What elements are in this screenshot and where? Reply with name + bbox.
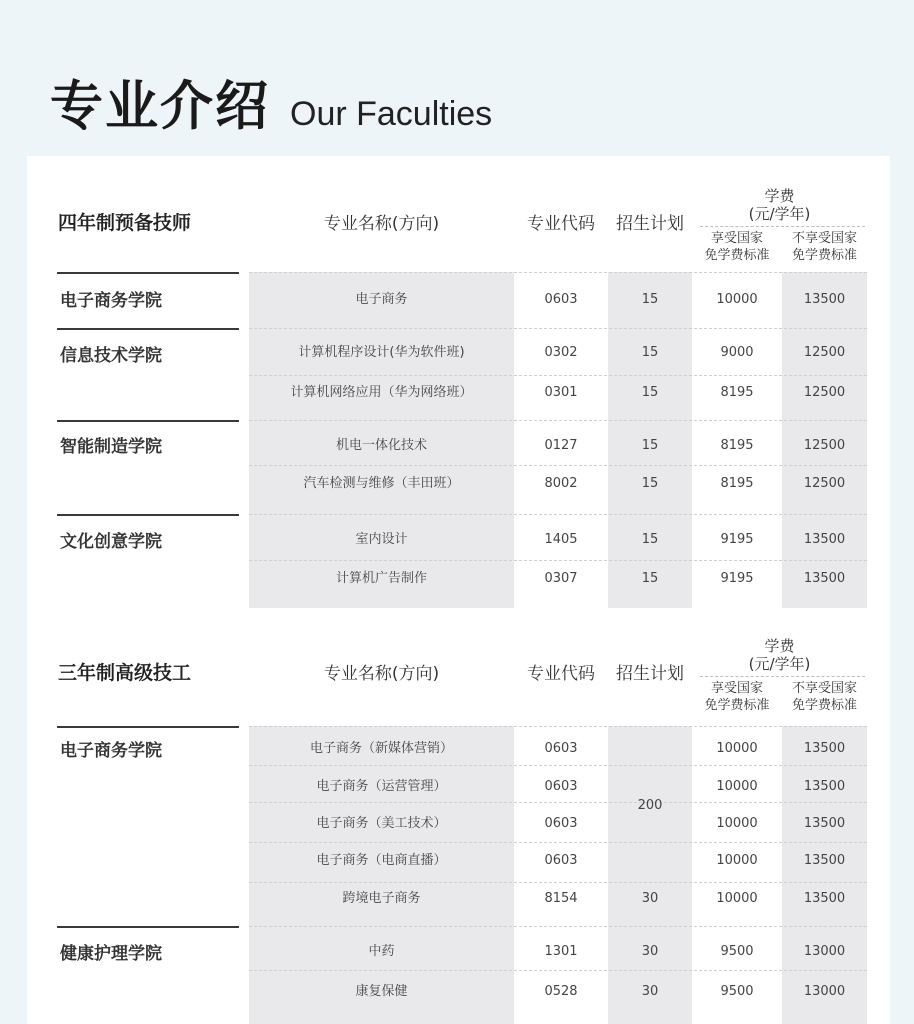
heading-en: Our Faculties <box>290 95 493 133</box>
college-divider <box>57 328 239 330</box>
major-name: 计算机网络应用（华为网络班） <box>290 385 473 400</box>
header-fee-top: 学费 <box>764 187 795 205</box>
fee-without-exemption: 13500 <box>803 891 846 906</box>
fee-with-exemption: 9500 <box>720 984 754 999</box>
major-code: 8154 <box>544 891 578 906</box>
major-code: 0603 <box>544 816 578 831</box>
enrollment-plan: 15 <box>641 438 659 453</box>
fee-with-exemption: 10000 <box>716 779 758 794</box>
major-name: 室内设计 <box>355 532 408 547</box>
header-code: 专业代码 <box>527 664 595 684</box>
fee-without-exemption: 12500 <box>803 476 846 491</box>
major-code: 0603 <box>544 292 578 307</box>
major-code: 0127 <box>544 438 578 453</box>
row-separator <box>249 726 867 727</box>
fee-without-exemption: 13000 <box>803 984 846 999</box>
major-code: 0307 <box>544 571 578 586</box>
header-fee-a-line2: 免学费标准 <box>704 248 770 263</box>
plan-column-band <box>608 726 692 1024</box>
row-separator <box>249 842 867 843</box>
major-code: 0301 <box>544 385 578 400</box>
header-name: 专业名称(方向) <box>323 664 440 684</box>
fee-without-exemption: 13500 <box>803 853 846 868</box>
major-code: 0528 <box>544 984 578 999</box>
header-fee-top: 学费 <box>764 637 795 655</box>
fee-with-exemption: 10000 <box>716 292 758 307</box>
college-name: 电子商务学院 <box>60 291 162 311</box>
header-code: 专业代码 <box>527 214 595 234</box>
enrollment-plan: 15 <box>641 385 659 400</box>
enrollment-plan: 30 <box>641 944 659 959</box>
major-name: 电子商务（电商直播） <box>316 853 447 868</box>
header-fee-unit: (元/学年) <box>748 205 811 223</box>
college-divider <box>57 514 239 516</box>
header-plan: 招生计划 <box>616 214 684 234</box>
row-separator <box>249 882 867 883</box>
college-divider <box>57 926 239 928</box>
header-fee-b-line1: 不享受国家 <box>791 231 857 246</box>
row-separator <box>249 514 867 515</box>
fee-with-exemption: 8195 <box>720 476 754 491</box>
major-code: 1405 <box>544 532 578 547</box>
fee-without-exemption: 13500 <box>803 571 846 586</box>
fee-without-exemption: 12500 <box>803 385 846 400</box>
fee-with-exemption: 8195 <box>720 385 754 400</box>
fee-without-exemption: 12500 <box>803 345 846 360</box>
header-fee-a-line2: 免学费标准 <box>704 698 770 713</box>
header-fee-unit: (元/学年) <box>748 655 811 673</box>
fee-without-exemption: 13500 <box>803 292 846 307</box>
major-code: 1301 <box>544 944 578 959</box>
fee-without-exemption: 12500 <box>803 438 846 453</box>
enrollment-plan: 30 <box>641 891 659 906</box>
major-name: 电子商务 <box>355 292 408 307</box>
college-divider <box>57 272 239 274</box>
major-code: 0603 <box>544 741 578 756</box>
major-name: 康复保健 <box>355 984 408 999</box>
fee-header-divider <box>700 676 865 677</box>
major-code: 8002 <box>544 476 578 491</box>
major-name: 电子商务（美工技术） <box>316 816 447 831</box>
fee-with-exemption: 10000 <box>716 816 758 831</box>
row-separator <box>249 765 867 766</box>
major-name: 计算机广告制作 <box>335 571 427 586</box>
fee-with-exemption: 10000 <box>716 741 758 756</box>
enrollment-plan: 15 <box>641 532 659 547</box>
row-separator <box>249 272 867 273</box>
enrollment-plan: 15 <box>641 345 659 360</box>
fee-with-exemption: 10000 <box>716 891 758 906</box>
enrollment-plan: 15 <box>641 292 659 307</box>
row-separator <box>249 328 867 329</box>
college-divider <box>57 726 239 728</box>
header-fee-b-line1: 不享受国家 <box>791 681 857 696</box>
fee-with-exemption: 9195 <box>720 571 754 586</box>
row-separator <box>249 420 867 421</box>
header-fee-b-line2: 免学费标准 <box>791 698 857 713</box>
fee-without-exemption: 13500 <box>803 532 846 547</box>
college-name: 文化创意学院 <box>60 532 162 552</box>
row-separator <box>249 802 867 803</box>
header-fee-a-line1: 享受国家 <box>710 681 763 696</box>
major-name: 机电一体化技术 <box>335 438 427 453</box>
college-divider <box>57 420 239 422</box>
college-name: 电子商务学院 <box>60 741 162 761</box>
fee-with-exemption: 9000 <box>720 345 754 360</box>
fee-with-exemption: 8195 <box>720 438 754 453</box>
fee-header-divider <box>700 226 865 227</box>
fee-with-exemption: 9500 <box>720 944 754 959</box>
row-separator <box>249 560 867 561</box>
major-name: 汽车检测与维修（丰田班） <box>303 476 460 491</box>
row-separator <box>249 375 867 376</box>
major-code: 0603 <box>544 779 578 794</box>
header-fee-b-line2: 免学费标准 <box>791 248 857 263</box>
merged-enrollment-plan: 200 <box>637 798 663 813</box>
fee-without-exemption: 13500 <box>803 816 846 831</box>
major-name: 跨境电子商务 <box>342 891 421 906</box>
name-column-band <box>249 726 514 1024</box>
fee-without-exemption: 13000 <box>803 944 846 959</box>
fee-with-exemption: 10000 <box>716 853 758 868</box>
college-name: 健康护理学院 <box>60 944 162 964</box>
row-separator <box>249 465 867 466</box>
header-name: 专业名称(方向) <box>323 214 440 234</box>
major-code: 0302 <box>544 345 578 360</box>
college-name: 智能制造学院 <box>60 437 162 457</box>
header-plan: 招生计划 <box>616 664 684 684</box>
heading-cn: 专业介绍 <box>50 76 270 137</box>
row-separator <box>249 970 867 971</box>
enrollment-plan: 15 <box>641 476 659 491</box>
major-name: 电子商务（新媒体营销） <box>309 741 453 756</box>
major-name: 计算机程序设计(华为软件班) <box>298 345 465 360</box>
major-name: 中药 <box>368 944 395 959</box>
section-title: 四年制预备技师 <box>58 212 192 234</box>
major-code: 0603 <box>544 853 578 868</box>
section-title: 三年制高级技工 <box>58 662 192 684</box>
row-separator <box>249 926 867 927</box>
faculties-card <box>27 156 890 1024</box>
header-fee-a-line1: 享受国家 <box>710 231 763 246</box>
fee-without-exemption: 13500 <box>803 779 846 794</box>
enrollment-plan: 15 <box>641 571 659 586</box>
fee-without-exemption: 13500 <box>803 741 846 756</box>
fee-with-exemption: 9195 <box>720 532 754 547</box>
college-name: 信息技术学院 <box>60 346 162 366</box>
major-name: 电子商务（运营管理） <box>316 779 447 794</box>
fee-b-column-band <box>782 726 867 1024</box>
enrollment-plan: 30 <box>641 984 659 999</box>
